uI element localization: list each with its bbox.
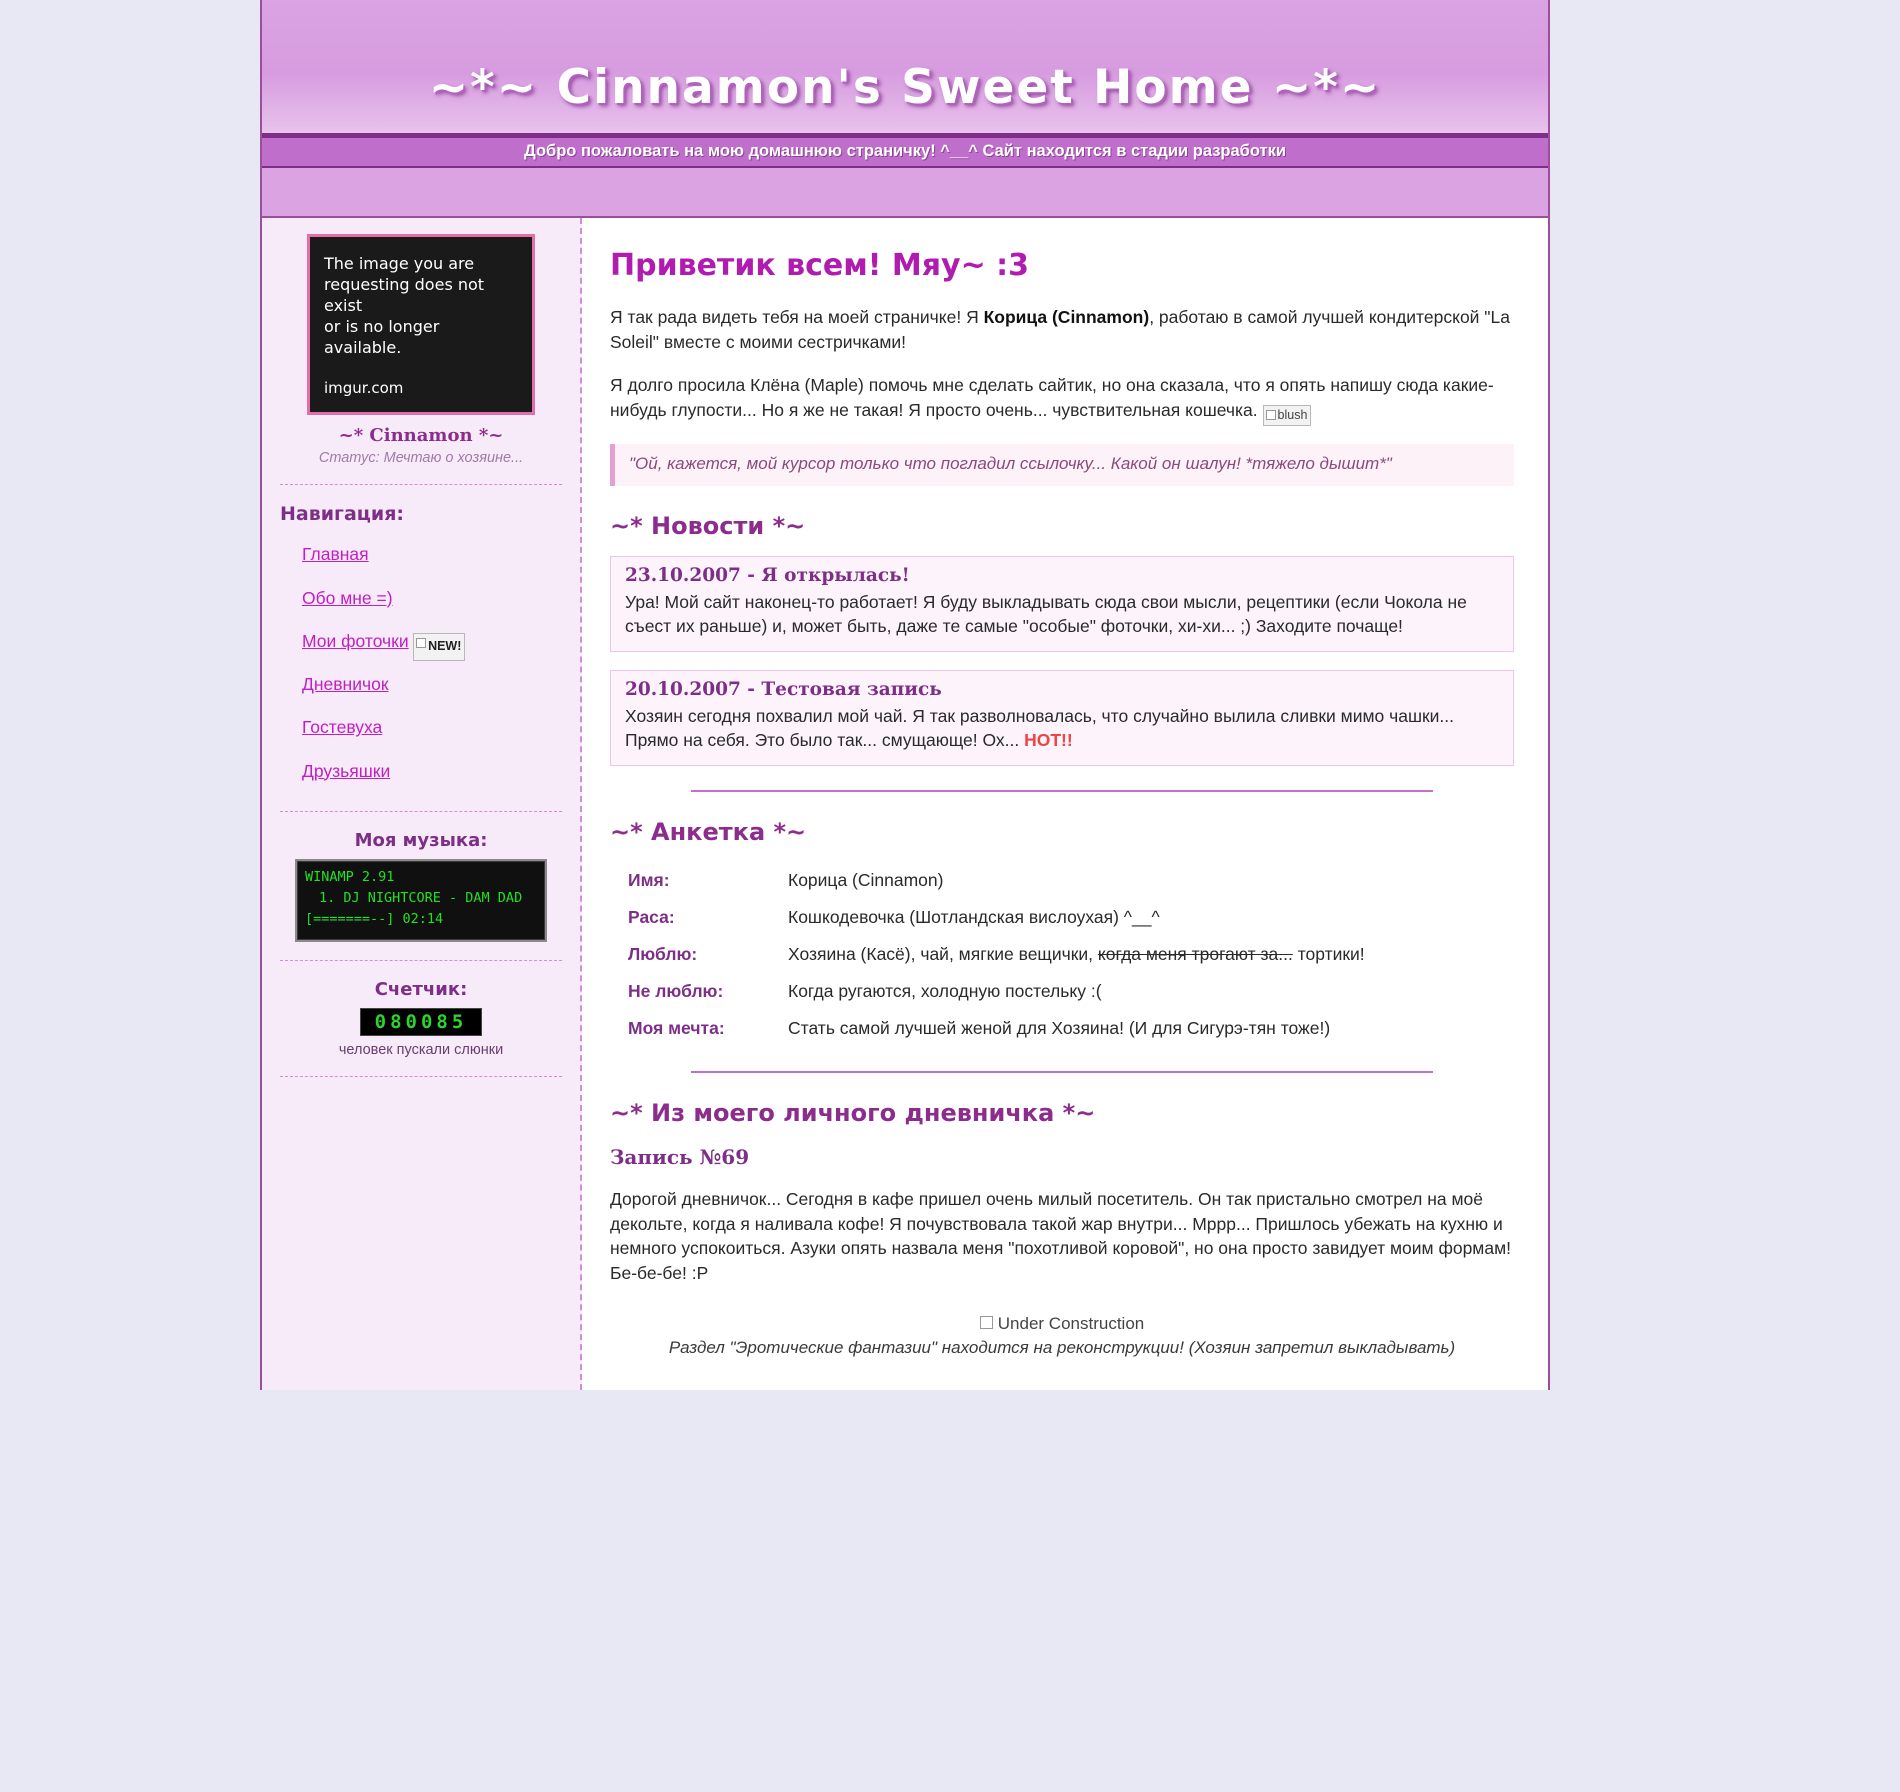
- second-paragraph-text: Я долго просила Клёна (Maple) помочь мне сделать сайтик, но она сказала, что я опять напишу сюда какие-нибудь глупости... Но я же не такая! Я просто очень... чувствительная кошечка.: [610, 374, 1494, 420]
- sidebar: [262, 218, 582, 1390]
- avatar-line-2: requesting does not exist: [324, 275, 485, 316]
- intro-post: , работаю в самой лучшей кондитерской "La Soleil" вместе с моими сестричками!: [610, 307, 1510, 352]
- divider: [280, 811, 562, 812]
- sidebar-item-photos[interactable]: Мои фоточки: [302, 630, 409, 651]
- diary-entry-text: Дорогой дневничок... Сегодня в кафе пришел очень милый посетитель. Он так пристально смотрел на моё декольте, когда я наливала кофе! Я почувствовала такой жар внутри... Мррр... Пришлось убежать на кухню и немного успокоиться. Азуки опять назвала меня "похотливой коровой", но она просто завидует моим формам! Бе-бе-бе! :P: [610, 1188, 1511, 1284]
- site-subtitle: Добро пожаловать на мою домашнюю страничку! ^__^ Сайт находится в стадии разработки: [262, 136, 1548, 168]
- section-divider: [691, 1071, 1432, 1073]
- intro-bold: Корица (Cinnamon): [983, 307, 1150, 327]
- diary-entry-title: Запись №69: [610, 1144, 750, 1169]
- sidebar-item-diary[interactable]: Дневничок: [302, 674, 389, 695]
- second-paragraph: [610, 373, 1514, 427]
- news-date: 23.10.2007 - Я открылась!: [625, 564, 910, 586]
- whisper-quote: "Ой, кажется, мой курсор только что погладил ссылочку... Какой он шалун! *тяжело дышит*": [610, 444, 1514, 485]
- news-body-text: Хозяин сегодня похвалил мой чай. Я так разволновалась, что случайно вылила сливки мимо чашки... Прямо на себя. Это было так... смущающе! Ох...: [625, 705, 1455, 751]
- section-divider: [691, 790, 1432, 792]
- profile-key: Раса:: [628, 906, 675, 927]
- profile-key: Люблю:: [628, 943, 698, 964]
- profile-value: [788, 936, 1375, 973]
- divider: [280, 484, 562, 485]
- divider: [280, 960, 562, 961]
- main-content: [582, 218, 1548, 1390]
- construction-note: [610, 1308, 1514, 1360]
- avatar-line-3: or is no longer available.: [324, 317, 440, 358]
- counter-heading: Счетчик:: [374, 978, 468, 1000]
- sidebar-item-friends[interactable]: Друзьяшки: [302, 760, 391, 781]
- news-date: 20.10.2007 - Тестовая запись: [625, 678, 942, 700]
- new-badge: NEW!: [428, 638, 462, 653]
- sidebar-item-guestbook[interactable]: Гостевуха: [302, 717, 383, 738]
- winamp-progress: [=======--] 02:14: [305, 910, 444, 927]
- profile-key: Не люблю:: [628, 980, 724, 1001]
- profile-value-struck: когда меня трогают за...: [1097, 943, 1293, 964]
- header-spacer: [262, 168, 1548, 218]
- blush-image-icon: blush: [1263, 405, 1312, 427]
- table-row: [628, 936, 1375, 973]
- profile-table: [628, 862, 1375, 1047]
- profile-name: ~* Cinnamon *~: [338, 425, 504, 447]
- profile-value: Кошкодевочка (Шотландская вислоухая) ^__^: [788, 906, 1160, 927]
- avatar-line-1: The image you are: [324, 254, 475, 273]
- nav-heading: Навигация:: [280, 503, 405, 526]
- table-row: [628, 899, 1375, 936]
- news-item: [610, 556, 1514, 652]
- winamp-version: WINAMP 2.91: [305, 868, 395, 885]
- under-construction-icon: Under Construction: [980, 1312, 1144, 1336]
- profile-value: Корица (Cinnamon): [788, 869, 944, 890]
- page-container: [260, 0, 1550, 1390]
- page-title: Приветик всем! Мяу~ :3: [610, 248, 1030, 283]
- nav-list: [302, 533, 568, 793]
- nav-item-photos: [302, 620, 568, 663]
- winamp-track: 1. DJ NIGHTCORE - DAM DAD: [319, 889, 523, 906]
- body-wrapper: [262, 218, 1548, 1390]
- avatar-domain: imgur.com: [324, 378, 404, 397]
- intro-paragraph: [610, 305, 1514, 355]
- diary-heading: ~* Из моего личного дневничка *~: [610, 1098, 1096, 1127]
- nav-item-guestbook: [302, 706, 568, 749]
- site-header: [262, 0, 1548, 136]
- construction-text: Раздел "Эротические фантазии" находится на реконструкции! (Хозяин запретил выкладывать): [668, 1337, 1456, 1357]
- news-body: [625, 704, 1499, 753]
- profile-value-post: тортики!: [1292, 943, 1365, 964]
- profile-key: Имя:: [628, 869, 670, 890]
- counter-caption: человек пускали слюнки: [338, 1041, 504, 1058]
- table-row: [628, 862, 1375, 899]
- profile-key: Моя мечта:: [628, 1017, 725, 1038]
- profile-value-pre: Хозяина (Касё), чай, мягкие вещички,: [788, 943, 1098, 964]
- profile-value: Когда ругаются, холодную постельку :(: [788, 980, 1102, 1001]
- broken-image-icon: [413, 633, 465, 661]
- news-item: [610, 670, 1514, 766]
- news-body: Ура! Мой сайт наконец-то работает! Я буду выкладывать сюда свои мысли, рецептики (если Чокола не съест их раньше) и, может быть, даже те самые "особые" фоточки, хи-хи... ;) Заходите почаще!: [625, 591, 1467, 637]
- nav-item-diary: [302, 663, 568, 706]
- music-heading: Моя музыка:: [354, 829, 488, 851]
- table-row: [628, 973, 1375, 1010]
- intro-pre: Я так рада видеть тебя на моей страничке! Я: [610, 307, 984, 327]
- table-row: [628, 1010, 1375, 1047]
- nav-item-home: [302, 533, 568, 576]
- hot-badge: HOT!!: [1024, 730, 1073, 751]
- nav-item-about: [302, 577, 568, 620]
- site-title: ~*~ Cinnamon's Sweet Home ~*~: [428, 60, 1382, 115]
- profile-status: Статус: Мечтаю о хозяине...: [318, 450, 524, 467]
- profile-heading: ~* Анкетка *~: [610, 817, 807, 846]
- avatar: [307, 234, 535, 415]
- sidebar-item-about[interactable]: Обо мне =): [302, 587, 393, 608]
- divider: [280, 1076, 562, 1077]
- visitor-counter: 080085: [360, 1008, 483, 1036]
- sidebar-item-home[interactable]: Главная: [302, 544, 369, 565]
- winamp-player[interactable]: [295, 859, 547, 942]
- nav-item-friends: [302, 750, 568, 793]
- news-heading: ~* Новости *~: [610, 511, 806, 540]
- profile-value: Стать самой лучшей женой для Хозяина! (И для Сигурэ-тян тоже!): [788, 1017, 1331, 1038]
